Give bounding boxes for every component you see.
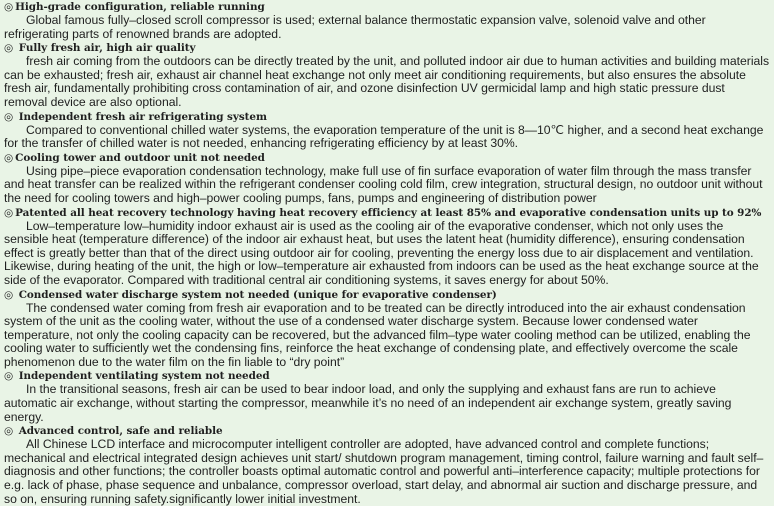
section-body: In the transitional seasons, fresh air can be used to bear indoor load, and only the supplying and exhaust fans are run to achieve automatic air exchange, without starting the compressor, meanwhile it’s no need of an independent air exchange system, greatly saving energy. bbox=[4, 382, 732, 424]
section-body: fresh air coming from the outdoors can be directly treated by the unit, and polluted indoor air due to human activities and building materials can be exhausted; fresh air, exhaust air channel heat exchange not only meet air conditioning requirements, but also ensures the absolute fresh air, fundamentally prohibiting cross contamination of air, and ozone disinfection UV germicidal lamp and high static pressure dust removal device are also optional. bbox=[4, 54, 770, 109]
section-heading-text: Fully fresh air, high air quality bbox=[15, 42, 196, 55]
section-independent-refrigerating bbox=[4, 110, 770, 151]
section-heading bbox=[4, 0, 770, 14]
section-heading-text: Independent ventilating system not needed bbox=[15, 370, 270, 383]
section-heading-text: Advanced control, safe and reliable bbox=[15, 425, 223, 438]
section-heading bbox=[4, 288, 770, 302]
double-circle-bullet-icon: ◎ bbox=[4, 42, 14, 55]
section-ventilating-system bbox=[4, 369, 770, 424]
section-heading-text: High-grade configuration, reliable running bbox=[15, 1, 265, 13]
section-heading bbox=[4, 369, 770, 383]
section-condensed-water bbox=[4, 288, 770, 370]
section-body: Using pipe–piece evaporation condensation technology, make full use of fin surface evaporation of water film through the mass transfer and heat transfer can be realized within the refrigerant condenser cooling cold film, crew integration, structural design, no outdoor unit without the need for cooling towers and high–power cooling pumps, fans, pumps and engineering of distribution power bbox=[4, 163, 763, 205]
section-advanced-control bbox=[4, 424, 770, 506]
section-heading bbox=[4, 424, 770, 438]
section-body: Global famous fully–closed scroll compressor is used; external balance thermostatic expansion valve, solenoid valve and other refrigerating parts of renowned brands are adopted. bbox=[4, 13, 706, 41]
section-heat-recovery bbox=[4, 206, 770, 288]
section-body: Low–temperature low–humidity indoor exhaust air is used as the cooling air of the evaporative condenser, which not only uses the sensible heat (temperature difference) of the indoor air exhaust heat, but uses the latent heat (humidity difference), ensuring condensation effect is greatly better than that of the direct using outdoor air for cooling, preventing the energy loss due to air displacement and ventilation. Likewise, during heating of the unit, the high or low–temperature air exhausted from indoors can be used as the heat exchange source at the side of the evaporator. Compared with traditional central air conditioning systems, it saves energy for about 50%. bbox=[4, 218, 759, 287]
section-heading-text: Patented all heat recovery technology having heat recovery efficiency at least 85% and evaporative condensation units up to 92% bbox=[15, 206, 762, 219]
section-heading-text: Condensed water discharge system not needed (unique for evaporative condenser) bbox=[15, 288, 497, 301]
section-body: All Chinese LCD interface and microcomputer intelligent controller are adopted, have advanced control and complete functions; mechanical and electrical integrated design achieves unit start/ shutdown program management, timing control, failure warning and fault self–diagnosis and other functions; the controller boasts optimal automatic control and powerful anti–interference capacity; multiple protections for e.g. lack of phase, phase sequence and unbalance, compressor overload, start delay, and abnormal air suction and discharge pressure, and so on, ensuring running safety.significantly lower initial investment. bbox=[4, 437, 764, 506]
double-circle-bullet-icon: ◎ bbox=[4, 110, 14, 123]
double-circle-bullet-icon: ◎ bbox=[4, 288, 14, 301]
section-high-grade-configuration bbox=[4, 0, 770, 41]
section-body: Compared to conventional chilled water systems, the evaporation temperature of the unit is 8—10℃ higher, and a second heat exchange for the transfer of chilled water is not needed, enhancing refrigerating efficiency by at least 30%. bbox=[4, 122, 764, 151]
section-heading bbox=[4, 206, 770, 220]
section-heading bbox=[4, 151, 770, 165]
section-heading-text: Cooling tower and outdoor unit not needed bbox=[15, 151, 265, 164]
double-circle-bullet-icon: ◎ bbox=[4, 1, 14, 13]
section-cooling-tower bbox=[4, 151, 770, 206]
double-circle-bullet-icon: ◎ bbox=[4, 370, 14, 383]
double-circle-bullet-icon: ◎ bbox=[4, 151, 14, 164]
section-fully-fresh-air bbox=[4, 41, 770, 109]
section-body: The condensed water coming from fresh air evaporation and to be treated can be directly introduced into the air exhaust condensation system of the unit as the cooling water, without the use of a condensed water discharge system. Because lower condensed water temperature, not only the cooling capacity can be recovered, but the advanced film–type water cooling method can be utilized, enabling the cooling water to sufficiently wet the condensing fins, reinforce the heat exchange of condensing plate, and effectively overcome the scale phenomenon due to the water film on the fin liable to “dry point” bbox=[4, 300, 751, 369]
section-heading-text: Independent fresh air refrigerating system bbox=[15, 110, 267, 123]
section-heading bbox=[4, 110, 770, 124]
section-heading bbox=[4, 41, 770, 55]
double-circle-bullet-icon: ◎ bbox=[4, 425, 14, 438]
double-circle-bullet-icon: ◎ bbox=[4, 206, 14, 219]
